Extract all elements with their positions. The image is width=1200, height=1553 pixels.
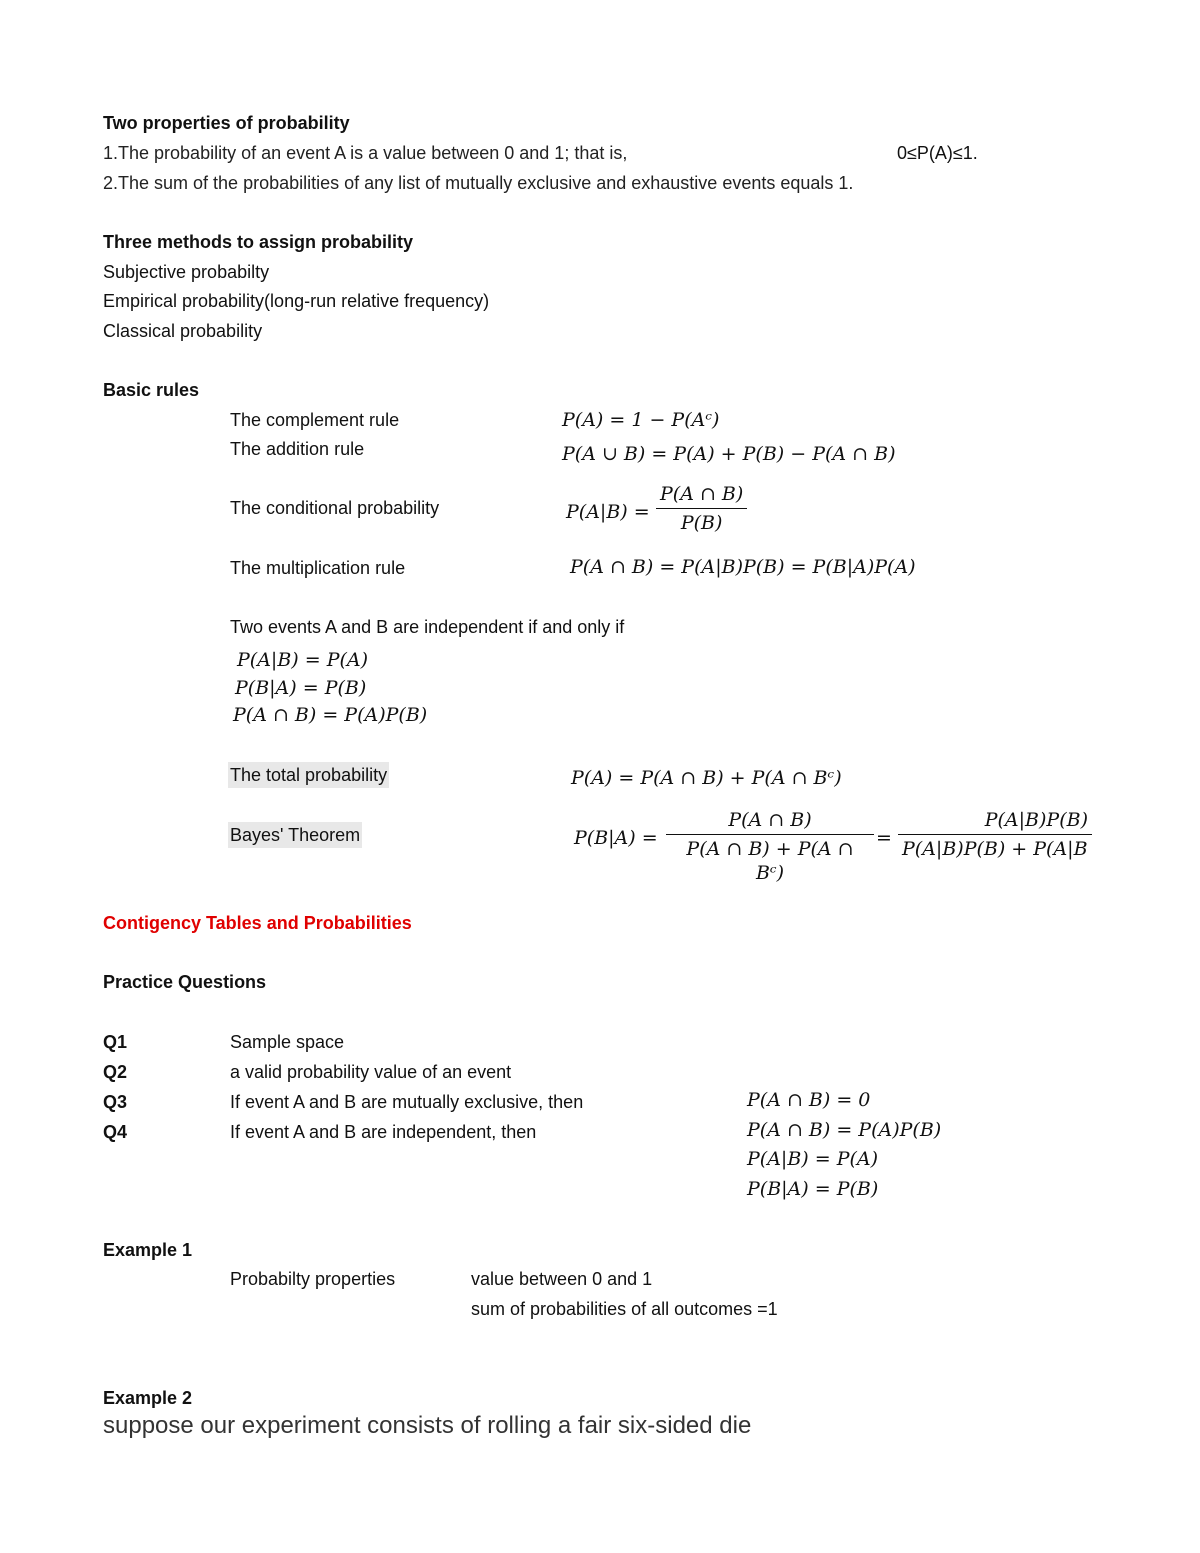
q4-id: Q4 [103,1122,128,1142]
method-classical: Classical probability [103,321,263,341]
methods-heading: Three methods to assign probability [103,232,414,252]
example2-heading: Example 2 [103,1388,193,1408]
conditional-fraction [656,482,747,535]
bayes-denominator-1: P(A ∩ B) + P(A ∩ Bᶜ) [666,834,874,885]
properties-heading: Two properties of probability [103,113,350,133]
bayes-lhs: P(B|A) = [574,827,658,849]
total-probability-label: The total probability [228,762,389,788]
basic-rules-heading: Basic rules [103,380,200,400]
independence-formula-2: P(B|A) = P(B) [235,677,367,699]
q4-formula-3: P(B|A) = P(B) [747,1178,879,1200]
conditional-probability-label: The conditional probability [230,498,440,518]
q4-formula-2: P(A|B) = P(A) [747,1148,879,1170]
multiplication-rule-label: The multiplication rule [230,558,406,578]
multiplication-rule-formula: P(A ∩ B) = P(A|B)P(B) = P(B|A)P(A) [570,556,916,578]
addition-rule-label: The addition rule [230,439,365,459]
complement-rule-formula: P(A) = 1 − P(Aᶜ) [562,409,720,431]
bayes-numerator-1: P(A ∩ B) [728,809,812,831]
property-1-formula: 0≤P(A)≤1. [897,143,978,163]
independence-formula-3: P(A ∩ B) = P(A)P(B) [233,704,428,726]
independence-text: Two events A and B are independent if and only if [230,617,625,637]
contingency-heading: Contigency Tables and Probabilities [103,913,412,933]
bayes-fraction-2 [898,808,1092,861]
method-subjective: Subjective probabilty [103,262,270,282]
q4-text: If event A and B are independent, then [230,1122,537,1142]
bayes-numerator-2: P(A|B)P(B) [984,809,1088,831]
conditional-lhs: P(A|B) = [566,501,650,523]
example1-line1: value between 0 and 1 [471,1269,653,1289]
bayes-equals: = [876,827,892,849]
bayes-fraction-1 [666,808,874,885]
q3-id: Q3 [103,1092,128,1112]
method-empirical: Empirical probability(long-run relative frequency) [103,291,490,311]
complement-rule-label: The complement rule [230,410,400,430]
conditional-numerator: P(A ∩ B) [660,483,744,505]
bayes-fraction-2-clip [898,806,1092,866]
conditional-denominator: P(B) [656,508,747,535]
property-2: 2.The sum of the probabilities of any list of mutually exclusive and exhaustive events equals 1. [103,173,854,193]
q1-text: Sample space [230,1032,345,1052]
q3-formula: P(A ∩ B) = 0 [747,1089,871,1111]
total-probability-formula: P(A) = P(A ∩ B) + P(A ∩ Bᶜ) [571,767,842,789]
example1-heading: Example 1 [103,1240,193,1260]
example1-line2: sum of probabilities of all outcomes =1 [471,1299,778,1319]
q4-formula: P(A ∩ B) = P(A)P(B) [747,1119,942,1141]
property-1: 1.The probability of an event A is a value between 0 and 1; that is, [103,143,628,163]
independence-formula-1: P(A|B) = P(A) [237,649,369,671]
q1-id: Q1 [103,1032,128,1052]
addition-rule-formula: P(A ∪ B) = P(A) + P(B) − P(A ∩ B) [562,443,896,465]
bayes-denominator-2: P(A|B)P(B) + P(A|B [898,834,1092,861]
bayes-theorem-label: Bayes' Theorem [228,822,362,848]
q3-text: If event A and B are mutually exclusive, then [230,1092,584,1112]
example1-label: Probabilty properties [230,1269,396,1289]
example2-text: suppose our experiment consists of rolling a fair six-sided die [103,1412,752,1439]
practice-heading: Practice Questions [103,972,267,992]
q2-id: Q2 [103,1062,128,1082]
q2-text: a valid probability value of an event [230,1062,512,1082]
